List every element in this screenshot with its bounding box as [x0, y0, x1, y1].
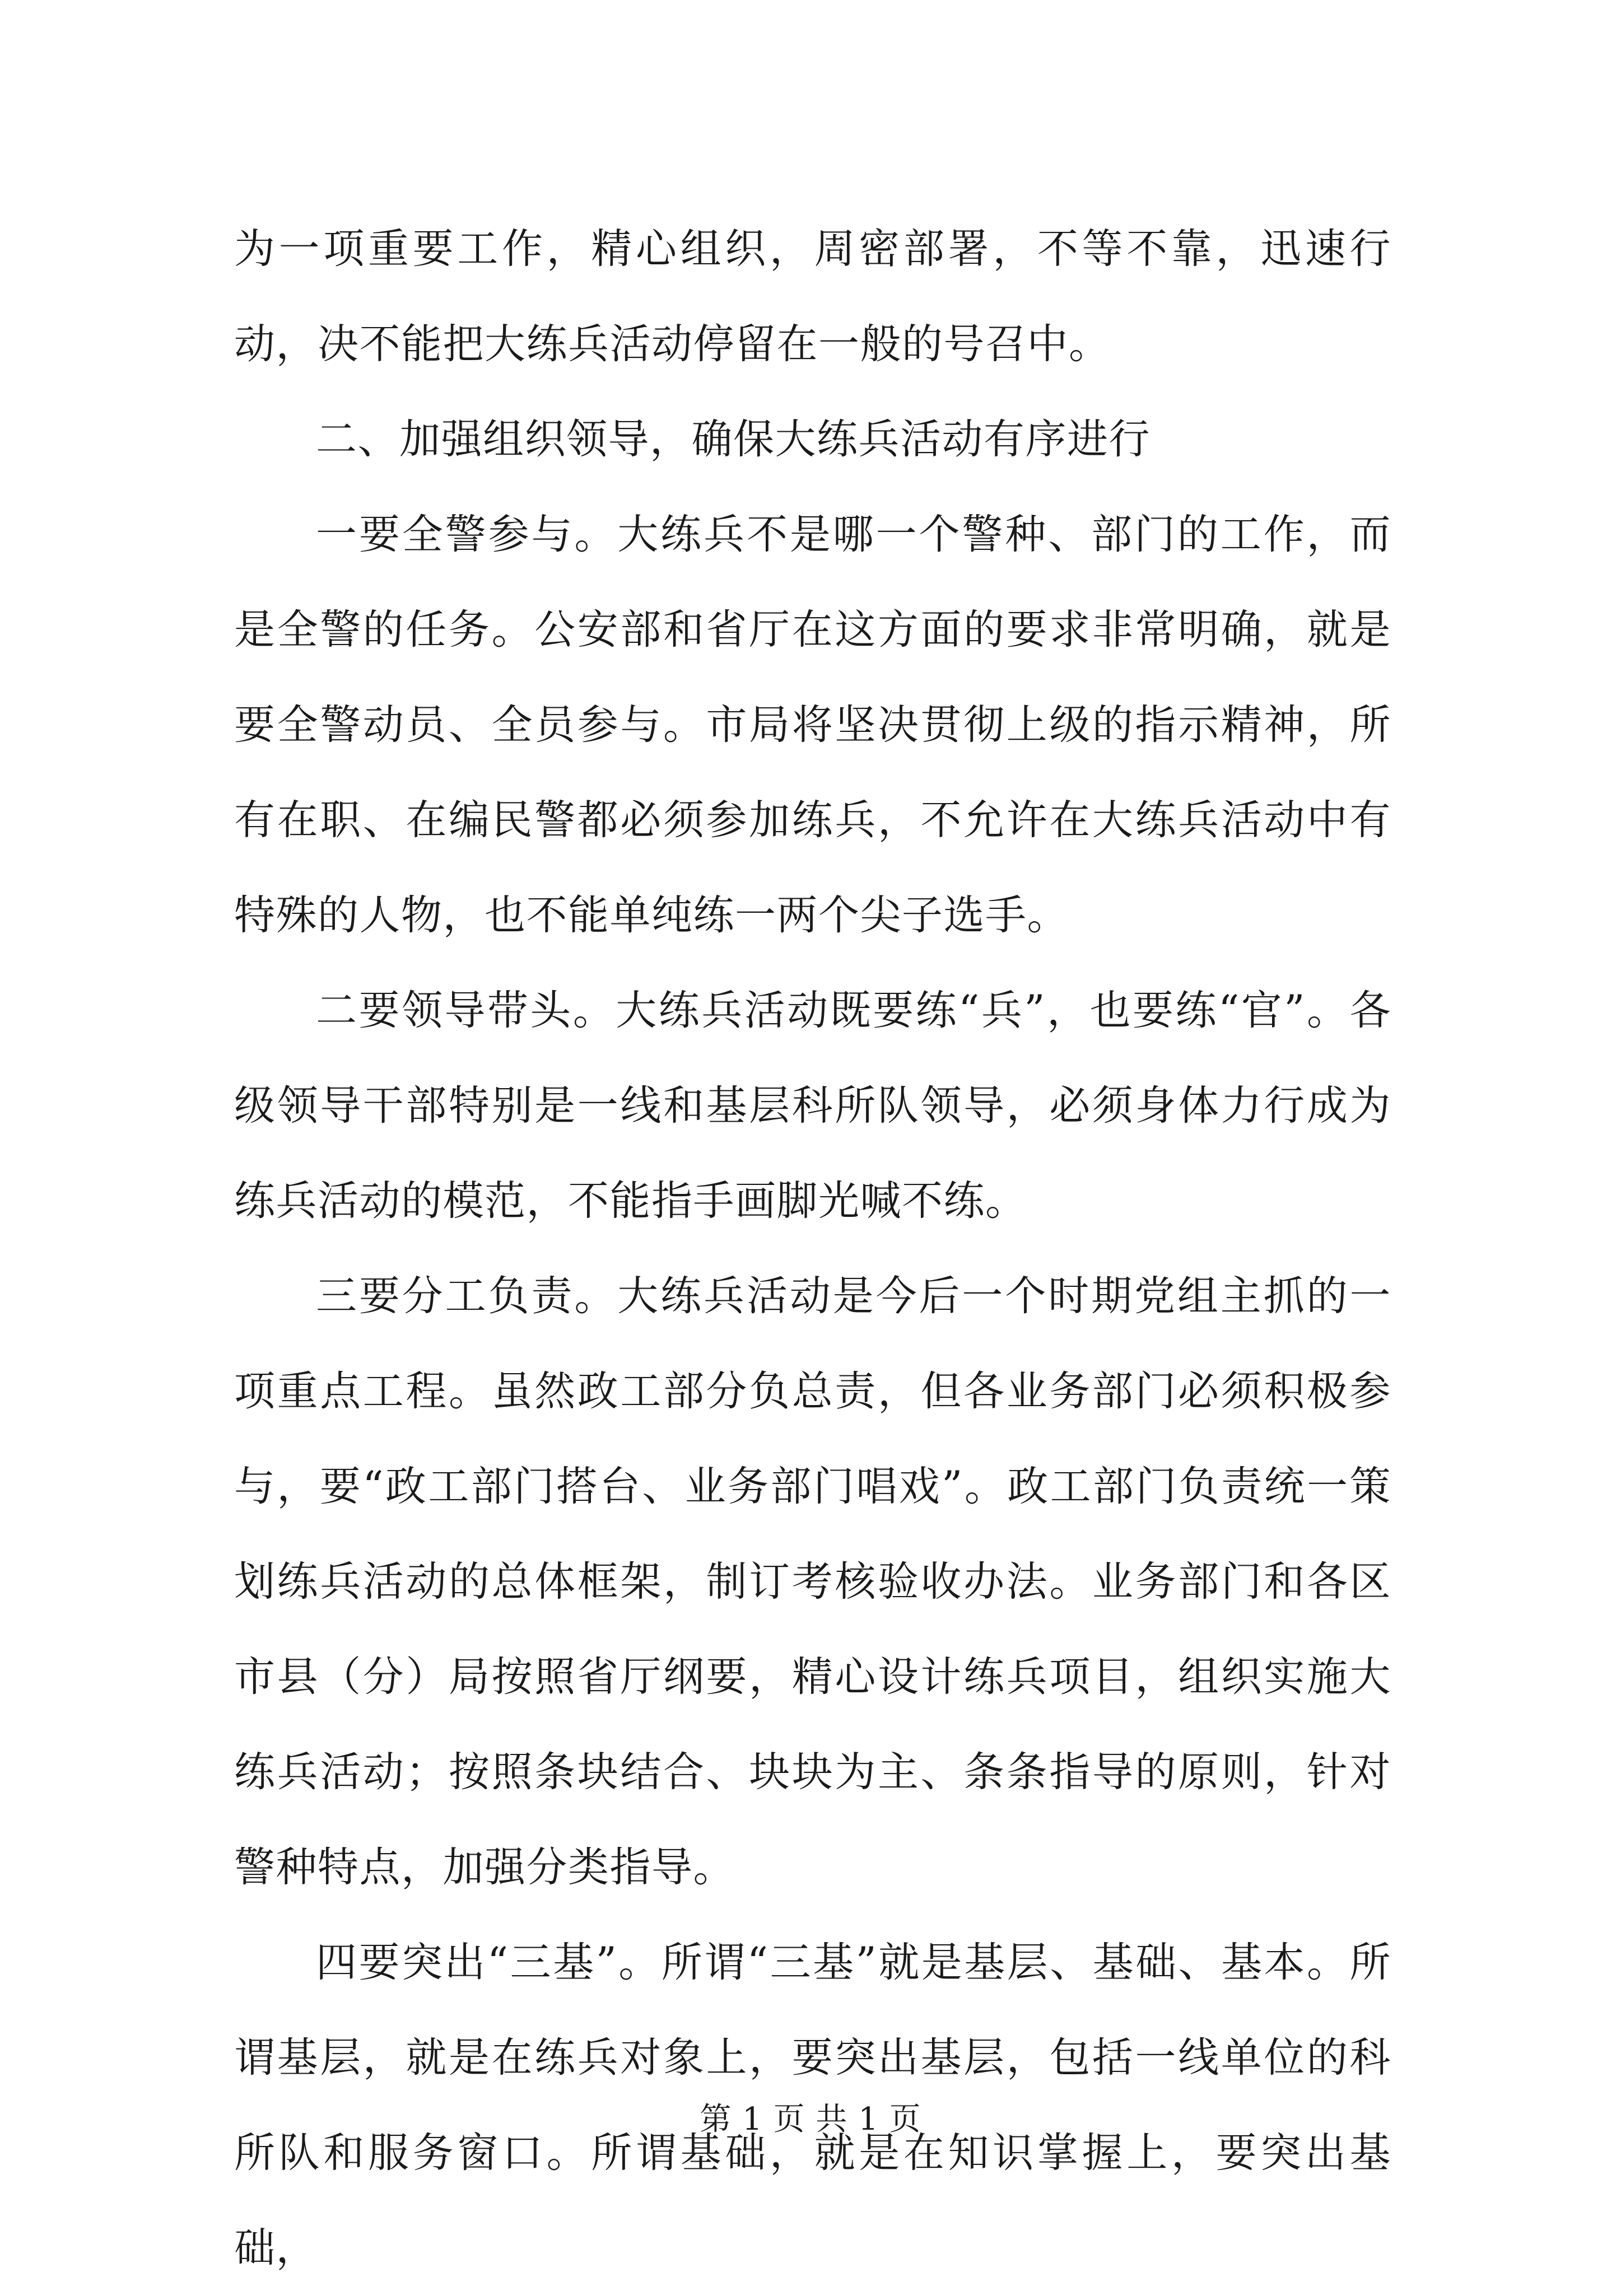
paragraph-division-of-responsibility: 三要分工负责。大练兵活动是今后一个时期党组主抓的一项重点工程。虽然政工部分负总责，但各业务部门必须积极参与，要“政工部门搭台、业务部门唱戏”。政工部门负责统一策划练兵活动的总体框架，制订考核验收办法。业务部门和各区市县（分）局按照省厅纲要，精心设计练兵项目，组织实施大练兵活动；按照条块结合、块块为主、条条指导的原则，针对警种特点，加强分类指导。	[234, 1272, 1391, 1891]
section-heading: 二、加强组织领导，确保大练兵活动有序进行	[316, 416, 1150, 463]
page-number-footer: 第 1 页 共 1 页	[700, 2101, 921, 2138]
paragraph-three-basics: 四要突出“三基”。所谓“三基”就是基层、基础、基本。所谓基层，就是在练兵对象上，要突出基层，包括一线单位的科所队和服务窗口。所谓基础，就是在知识掌握上，要突出基础，	[234, 1939, 1391, 2272]
document-body	[0, 202, 1621, 2296]
paragraph-leaders-take-lead: 二要领导带头。大练兵活动既要练“兵”，也要练“官”。各级领导干部特别是一线和基层科所队领导，必须身体力行成为练兵活动的模范，不能指手画脚光喊不练。	[234, 987, 1391, 1225]
paragraph-continuation: 为一项重要工作，精心组织，周密部署，不等不靠，迅速行动，决不能把大练兵活动停留在一般的号召中。	[234, 225, 1391, 368]
paragraph-all-police-participation: 一要全警参与。大练兵不是哪一个警种、部门的工作，而是全警的任务。公安部和省厅在这方面的要求非常明确，就是要全警动员、全员参与。市局将坚决贯彻上级的指示精神，所有在职、在编民警都必须参加练兵，不允许在大练兵活动中有特殊的人物，也不能单纯练一两个尖子选手。	[234, 511, 1391, 939]
